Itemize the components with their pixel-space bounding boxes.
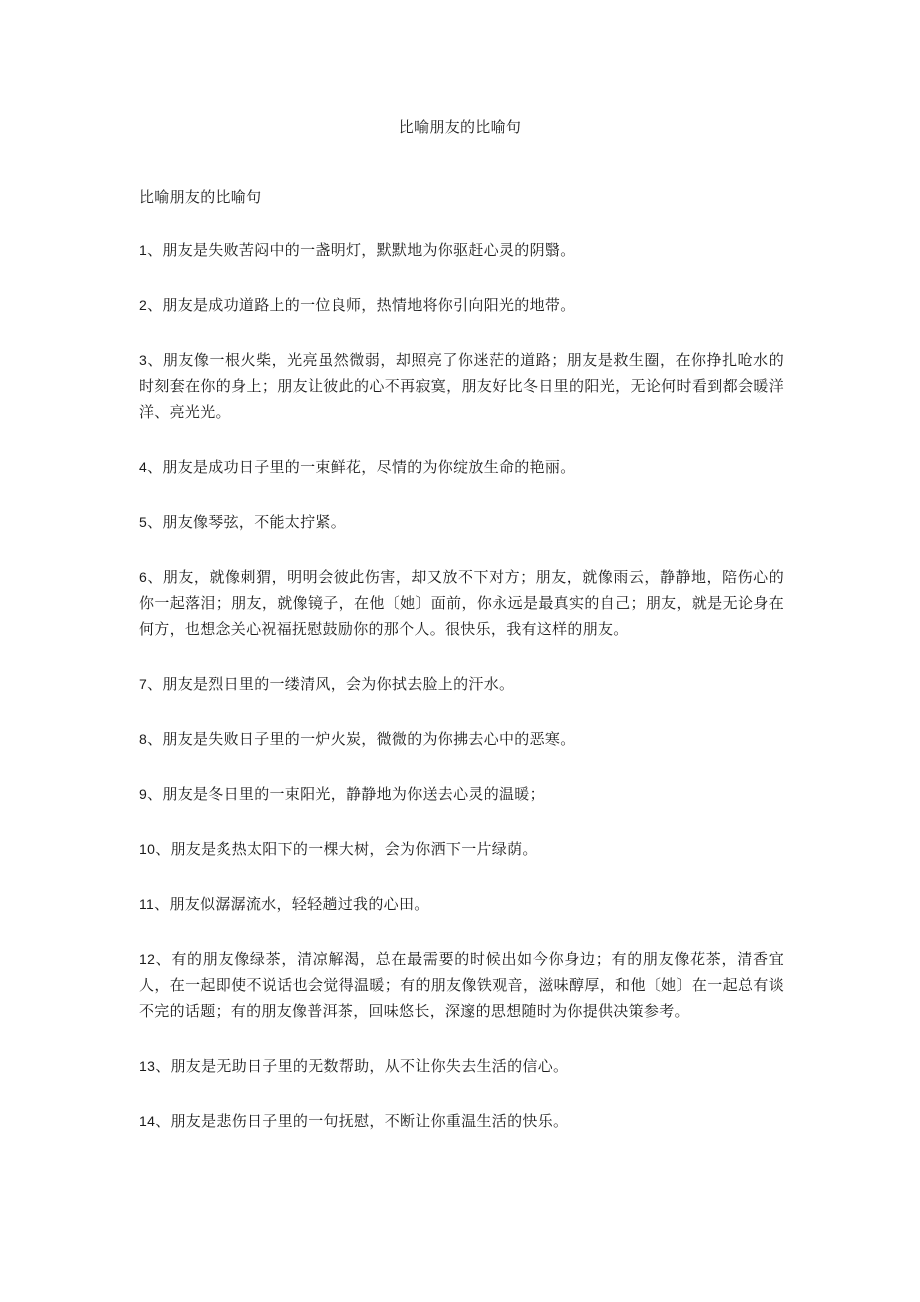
list-item — [139, 1108, 784, 1134]
item-number: 5 — [139, 514, 148, 530]
list-item — [139, 237, 784, 263]
document-subtitle: 比喻朋友的比喻句 — [139, 188, 262, 206]
item-text: 、朋友像一根火柴，光亮虽然微弱，却照亮了你迷茫的道路；朋友是救生圈，在你挣扎呛水的时刻套在你的身上；朋友让彼此的心不再寂寞，朋友好比冬日里的阳光，无论何时看到都会暖洋洋、亮光光。 — [139, 351, 784, 421]
item-text: 、朋友似潺潺流水，轻轻趟过我的心田。 — [154, 895, 430, 913]
list-item — [139, 781, 784, 807]
item-number: 6 — [139, 569, 148, 585]
item-number: 2 — [139, 297, 148, 313]
list-item — [139, 292, 784, 318]
item-text: 、朋友，就像刺猬，明明会彼此伤害，却又放不下对方；朋友，就像雨云，静静地，陪伤心的你一起落泪；朋友，就像镜子，在他〔她〕面前，你永远是最真实的自己；朋友，就是无论身在何方，也想念关心祝福抚慰鼓励你的那个人。很快乐，我有这样的朋友。 — [139, 568, 784, 638]
item-number: 7 — [139, 676, 148, 692]
item-text: 、有的朋友像绿茶，清凉解渴，总在最需要的时候出如今你身边；有的朋友像花茶，清香宜人，在一起即使不说话也会觉得温暖；有的朋友像铁观音，滋味醇厚，和他〔她〕在一起总有谈不完的话题；有的朋友像普洱茶，回味悠长，深邃的思想随时为你提供决策参考。 — [139, 950, 784, 1020]
list-item — [139, 347, 784, 425]
item-number: 10 — [139, 841, 156, 857]
list-item — [139, 671, 784, 697]
item-number: 3 — [139, 352, 148, 368]
item-text: 、朋友是冬日里的一束阳光，静静地为你送去心灵的温暖； — [147, 785, 545, 803]
item-number: 8 — [139, 731, 148, 747]
item-text: 、朋友是无助日子里的无数帮助，从不让你失去生活的信心。 — [155, 1057, 569, 1075]
item-text: 、朋友是失败日子里的一炉火炭，微微的为你拂去心中的恶寒。 — [147, 730, 576, 748]
item-text: 、朋友是悲伤日子里的一句抚慰，不断让你重温生活的快乐。 — [155, 1112, 569, 1130]
list-item — [139, 454, 784, 480]
item-number: 14 — [139, 1113, 156, 1129]
list-item — [139, 836, 784, 862]
item-text: 、朋友是成功道路上的一位良师，热情地将你引向阳光的地带。 — [147, 296, 576, 314]
item-number: 13 — [139, 1058, 156, 1074]
document-body — [139, 184, 784, 1163]
item-number: 12 — [139, 951, 156, 967]
list-item — [139, 946, 784, 1024]
item-number: 11 — [139, 896, 155, 912]
item-text: 、朋友是失败苦闷中的一盏明灯，默默地为你驱赶心灵的阴翳。 — [147, 241, 576, 259]
item-number: 9 — [139, 786, 148, 802]
item-text: 、朋友像琴弦，不能太拧紧。 — [147, 513, 346, 531]
list-item — [139, 726, 784, 752]
list-item — [139, 891, 784, 917]
item-number: 1 — [139, 242, 148, 258]
item-text: 、朋友是炙热太阳下的一棵大树，会为你洒下一片绿荫。 — [155, 840, 538, 858]
list-item — [139, 1053, 784, 1079]
document-title: 比喻朋友的比喻句 — [398, 118, 522, 136]
list-item — [139, 564, 784, 642]
item-text: 、朋友是烈日里的一缕清风，会为你拭去脸上的汗水。 — [147, 675, 515, 693]
item-text: 、朋友是成功日子里的一束鲜花，尽情的为你绽放生命的艳丽。 — [147, 458, 576, 476]
list-item — [139, 509, 784, 535]
item-number: 4 — [139, 459, 148, 475]
